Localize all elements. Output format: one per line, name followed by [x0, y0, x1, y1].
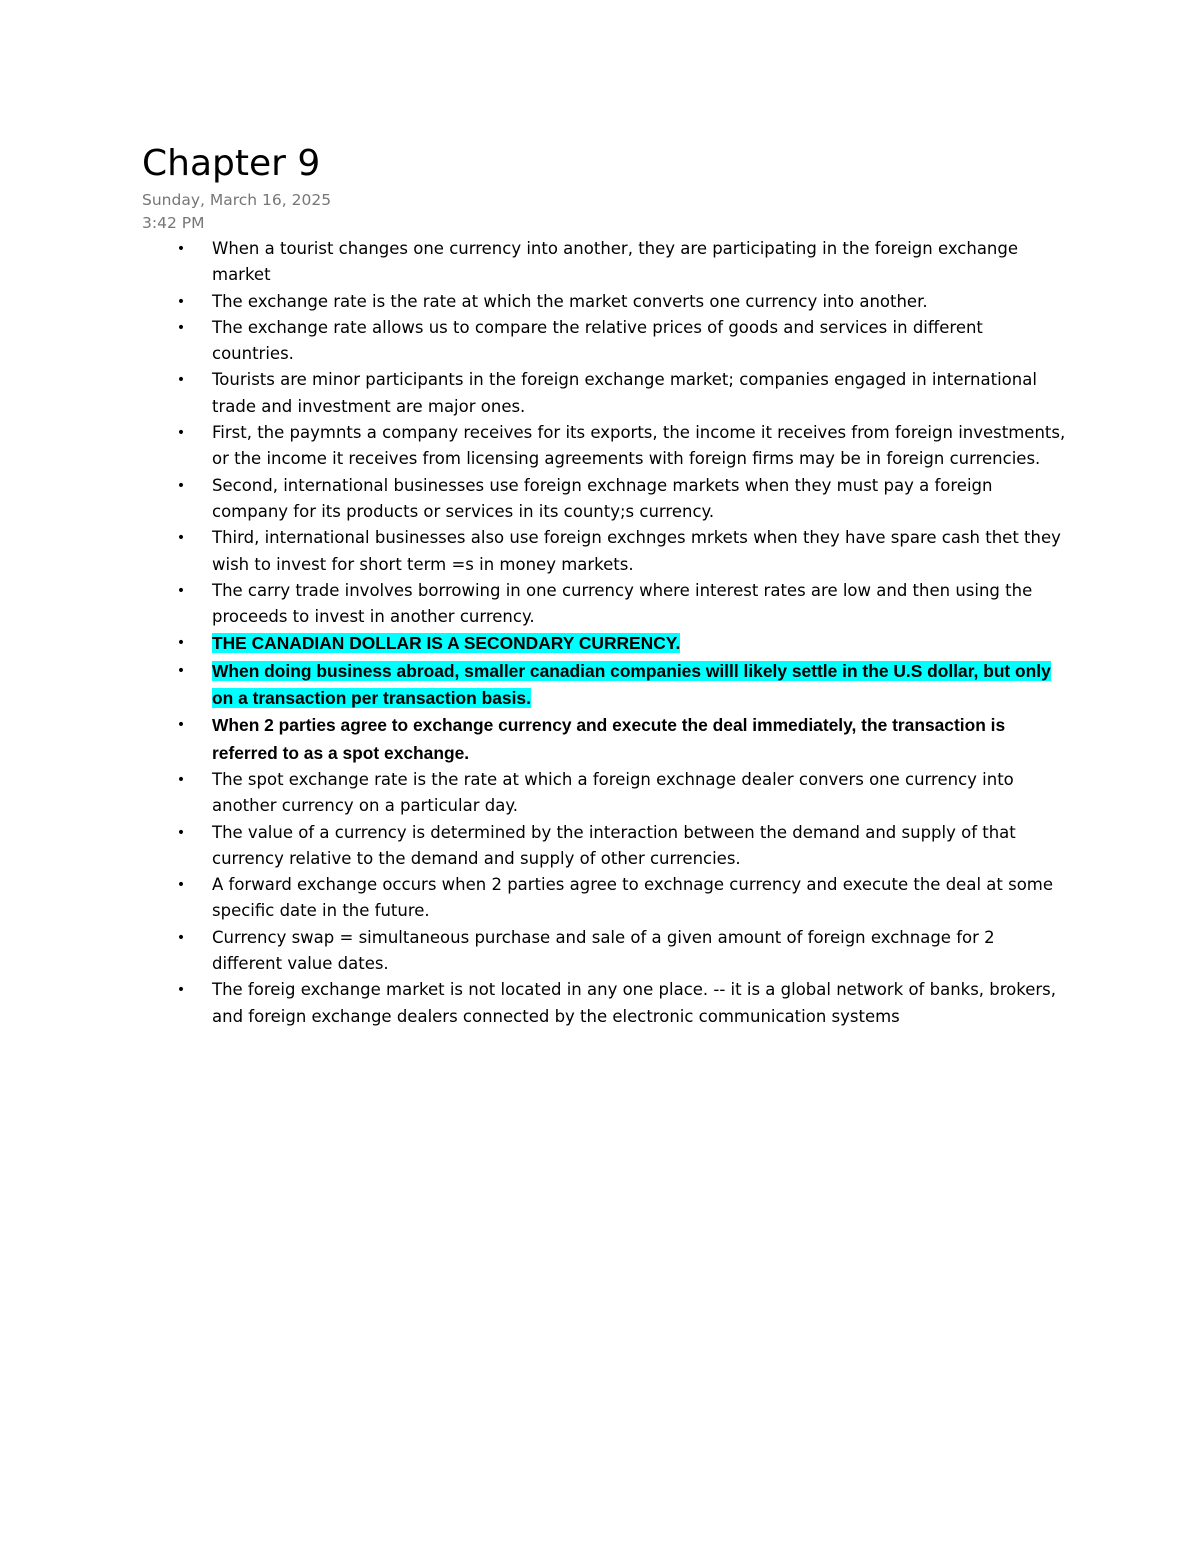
list-item [176, 289, 1066, 315]
bullet-icon: • [176, 582, 186, 599]
list-item [176, 315, 1066, 368]
bullet-icon: • [176, 877, 186, 894]
list-item [176, 420, 1066, 473]
list-item-text: The value of a currency is determined by the interaction between the demand and supply of that currency relative to the demand and supply of other currencies. [212, 822, 1016, 868]
bullet-icon: • [176, 530, 186, 547]
list-item [176, 473, 1066, 526]
list-item-text: When doing business abroad, smaller canadian companies willl likely settle in the U.S dollar, but only on a transaction per transaction basis. [212, 660, 1051, 709]
bullet-icon: • [176, 319, 186, 336]
bullet-icon: • [176, 771, 186, 788]
list-item-text: THE CANADIAN DOLLAR IS A SECONDARY CURRENCY. [212, 633, 681, 654]
bullet-icon: • [176, 293, 186, 310]
page-title: Chapter 9 [142, 143, 321, 184]
list-item-text: A forward exchange occurs when 2 parties agree to exchnage currency and execute the deal at some specific date in the future. [212, 875, 1054, 921]
list-item [176, 820, 1066, 873]
bullet-icon: • [176, 824, 186, 841]
list-item [176, 578, 1066, 631]
list-item-text: The carry trade involves borrowing in one currency where interest rates are low and then using the proceeds to invest in another currency. [212, 580, 1033, 627]
list-item-bold [176, 712, 1066, 767]
bullet-icon: • [176, 372, 186, 389]
bullet-icon: • [176, 477, 186, 494]
list-item-text: When 2 parties agree to exchange currency and execute the deal immediately, the transaction is referred to as a spot exchange. [212, 715, 1006, 763]
list-item [176, 525, 1066, 578]
bullet-icon: • [176, 929, 186, 946]
bullet-icon: • [176, 635, 186, 652]
list-item-text: The exchange rate is the rate at which the market converts one currency into another. [212, 291, 928, 311]
list-item-text: When a tourist changes one currency into another, they are participating in the foreign exchange market [212, 239, 1019, 285]
list-item-text: The foreig exchange market is not located in any one place. -- it is a global network of banks, brokers, and foreign exchange dealers connected by the electronic communication systems [212, 980, 1057, 1026]
page-date: Sunday, March 16, 2025 [142, 191, 332, 209]
list-item-text: The spot exchange rate is the rate at which a foreign exchnage dealer convers one currency into another currency on a particular day. [212, 769, 1014, 816]
list-item [176, 925, 1066, 978]
list-item-text: Third, international businesses also use foreign exchnges mrkets when they have spare cash thet they wish to invest for short term =s in money markets. [212, 528, 1061, 574]
bullet-icon: • [176, 425, 186, 442]
list-item [176, 872, 1066, 925]
list-item-text: Second, international businesses use foreign exchnage markets when they must pay a foreign company for its products or services in its county;s currency. [212, 475, 993, 521]
list-item-highlighted [176, 630, 1066, 657]
list-item-text: The exchange rate allows us to compare the relative prices of goods and services in different countries. [212, 317, 983, 364]
list-item-highlighted [176, 658, 1066, 713]
bullet-icon: • [176, 241, 186, 257]
list-item-text: Currency swap = simultaneous purchase and sale of a given amount of foreign exchnage for 2 different value dates. [212, 927, 995, 974]
bullet-icon: • [176, 982, 186, 999]
bullet-icon: • [176, 662, 186, 679]
list-item [176, 236, 1066, 289]
list-item-text: Tourists are minor participants in the foreign exchange market; companies engaged in international trade and investment are major ones. [212, 370, 1037, 416]
list-item [176, 977, 1066, 1030]
page-time: 3:42 PM [142, 214, 205, 232]
bullet-icon: • [176, 717, 186, 734]
list-item-text: First, the paymnts a company receives for its exports, the income it receives from foreign investments, or the income it receives from licensing agreements with foreign firms may be in foreign currencies. [212, 423, 1066, 469]
list-item [176, 767, 1066, 820]
bullet-list [176, 236, 1066, 1030]
list-item [176, 367, 1066, 420]
